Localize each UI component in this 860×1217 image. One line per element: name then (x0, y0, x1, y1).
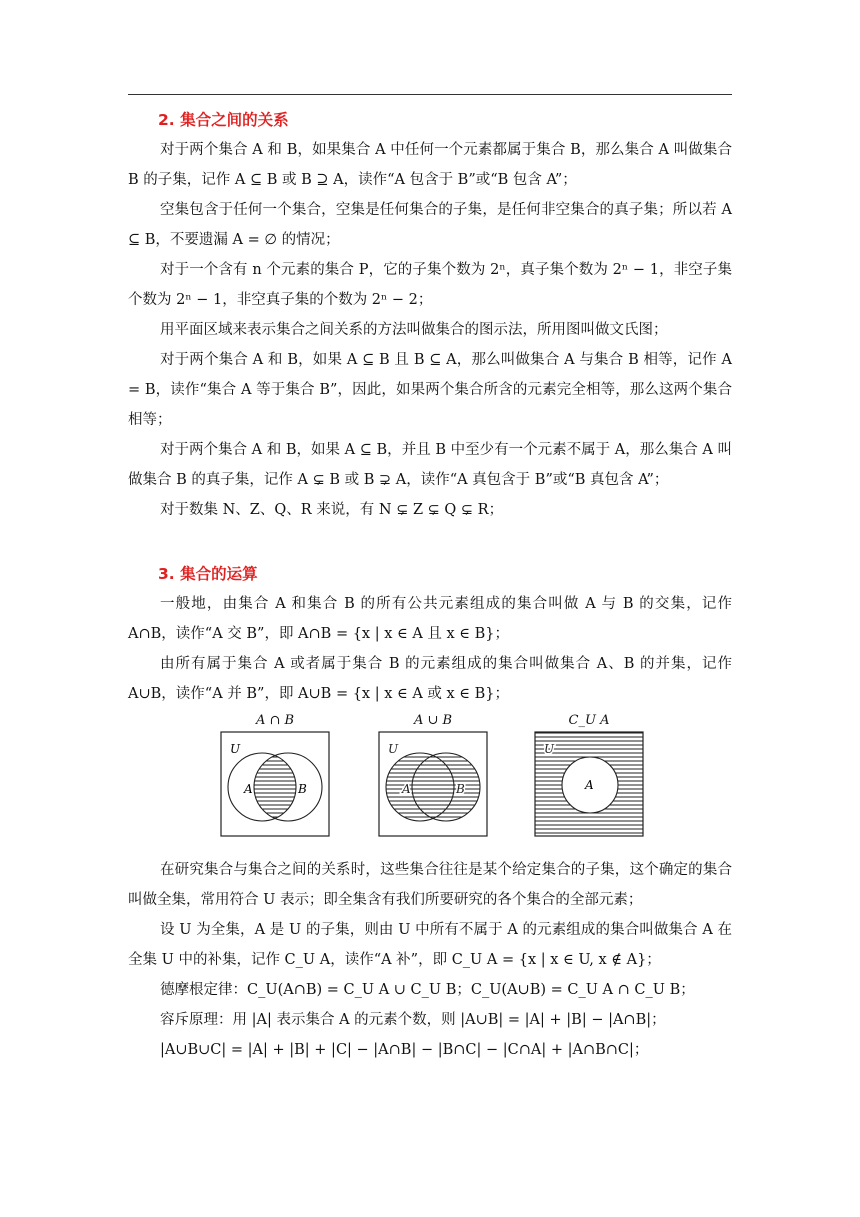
venn-union-diagram (378, 731, 488, 839)
venn-intersection (220, 713, 330, 839)
venn-complement (534, 713, 644, 839)
universe-label: U (544, 742, 555, 756)
paragraph: |A∪B∪C| = |A| + |B| + |C| − |A∩B| − |B∩C| − |C∩A| + |A∩B∩C|； (160, 1042, 649, 1058)
section-heading-operations: 3. 集合的运算 (158, 565, 258, 583)
paragraph: 由所有属于集合 A 或者属于集合 B 的元素组成的集合叫做集合 A、B 的并集，记作 A∪B，读作“A 并 B”，即 A∪B = {x | x ∈ A 或 x ∈ B}； (128, 656, 732, 702)
paragraph: 对于两个集合 A 和 B，如果集合 A 中任何一个元素都属于集合 B，那么集合 A 叫做集合 B 的子集，记作 A ⊆ B 或 B ⊇ A，读作“A 包含于 B”或“B 包含 A”； (128, 142, 732, 188)
set-a-label: A (402, 782, 411, 796)
universe-label: U (230, 742, 241, 756)
set-b-label: B (298, 782, 307, 796)
set-a-label: A (585, 778, 594, 792)
paragraph: 空集包含于任何一个集合，空集是任何集合的子集，是任何非空集合的真子集；所以若 A ⊆ B，不要遗漏 A = ∅ 的情况； (128, 202, 732, 248)
paragraph: 对于两个集合 A 和 B，如果 A ⊆ B 且 B ⊆ A，那么叫做集合 A 与集合 B 相等，记作 A = B，读作“集合 A 等于集合 B”，因此，如果两个集合所含的元素完全相等，那么这两个集合相等； (128, 352, 732, 428)
set-b-label: B (456, 782, 465, 796)
paragraph: 在研究集合与集合之间的关系时，这些集合往往是某个给定集合的子集，这个确定的集合叫做全集，常用符合 U 表示；即全集含有我们所要研究的各个集合的全部元素； (128, 862, 732, 908)
paragraph: 对于一个含有 n 个元素的集合 P，它的子集个数为 2ⁿ，真子集个数为 2ⁿ − 1，非空子集个数为 2ⁿ − 1，非空真子集的个数为 2ⁿ − 2； (128, 262, 732, 308)
header-rule (128, 94, 732, 95)
venn-union (378, 713, 488, 839)
section-heading-relations: 2. 集合之间的关系 (158, 111, 289, 129)
universe-label: U (388, 742, 399, 756)
figure-caption: A ∪ B (413, 713, 453, 728)
venn-complement-diagram (534, 731, 644, 839)
paragraph: 一般地，由集合 A 和集合 B 的所有公共元素组成的集合叫做 A 与 B 的交集，记作 A∩B，读作“A 交 B”，即 A∩B = {x | x ∈ A 且 x ∈ B}； (128, 596, 732, 642)
paragraph: 对于数集 N、Z、Q、R 来说，有 N ⊊ Z ⊊ Q ⊊ R； (160, 502, 504, 518)
document-body (128, 105, 732, 1065)
set-a-label: A (244, 782, 253, 796)
paragraph: 容斥原理：用 |A| 表示集合 A 的元素个数，则 |A∪B| = |A| + |B| − |A∩B|； (160, 1012, 666, 1028)
paragraph: 德摩根定律：C_U(A∩B) = C_U A ∪ C_U B；C_U(A∪B) = C_U A ∩ C_U B； (160, 982, 695, 998)
paragraph: 设 U 为全集，A 是 U 的子集，则由 U 中所有不属于 A 的元素组成的集合叫做集合 A 在全集 U 中的补集，记作 C_U A，读作“A 补”，即 C_U A = {x | x ∈ U, x ∉ A}； (128, 922, 732, 968)
venn-figures (128, 713, 732, 845)
figure-caption: A ∩ B (255, 713, 295, 728)
figure-caption: C_U A (568, 713, 610, 728)
paragraph: 对于两个集合 A 和 B，如果 A ⊆ B，并且 B 中至少有一个元素不属于 A，那么集合 A 叫做集合 B 的真子集，记作 A ⊊ B 或 B ⊋ A，读作“A 真包含于 B”或“B 真包含 A”； (128, 442, 732, 488)
venn-intersection-diagram (220, 731, 330, 839)
paragraph: 用平面区域来表示集合之间关系的方法叫做集合的图示法，所用图叫做文氏图； (160, 322, 668, 338)
